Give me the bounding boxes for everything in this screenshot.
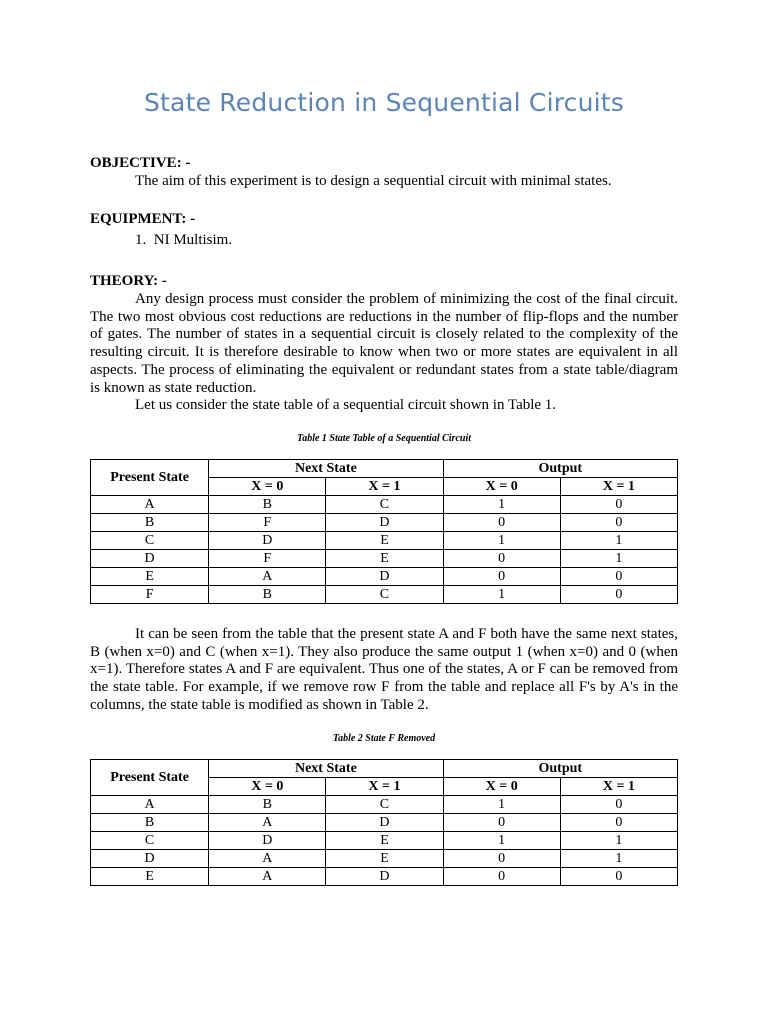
table-cell: E (326, 532, 443, 550)
table-cell: 0 (560, 868, 677, 886)
table-cell: 0 (560, 796, 677, 814)
theory-paragraph-3-text: It can be seen from the table that the present state A and F both have the same next states, B (when x=0) and C (when x=1). They also produce the same output 1 (when x=0) and 0 (when x=1). Therefore states A and F are equivalent. Thus one of the states, A or F can be removed from the state table. For example, if we remove row F from the table and replace all F's by A's in the columns, the state table is modified as shown in Table 2. (90, 626, 678, 713)
table-cell: 0 (443, 550, 560, 568)
state-table-2 (90, 759, 678, 886)
table-cell: C (326, 796, 443, 814)
table-cell: 0 (443, 850, 560, 868)
table-row (91, 550, 678, 568)
table-cell: 1 (443, 586, 560, 604)
table-cell: 0 (443, 568, 560, 586)
table-cell: A (91, 496, 209, 514)
table-cell: 1 (560, 832, 677, 850)
next-state-header: Next State (209, 460, 443, 478)
table-cell: 0 (560, 496, 677, 514)
table-row (91, 868, 678, 886)
table-cell: 1 (560, 532, 677, 550)
equipment-item: 1. NI Multisim. (135, 232, 233, 248)
subheader: X = 1 (560, 478, 677, 496)
table-cell: A (209, 868, 326, 886)
table-cell: C (91, 532, 209, 550)
table-row (91, 850, 678, 868)
table-cell: E (326, 850, 443, 868)
table-cell: 0 (560, 814, 677, 832)
table-cell: B (209, 796, 326, 814)
subheader: X = 1 (326, 478, 443, 496)
subheader: X = 1 (560, 778, 677, 796)
table-row (91, 514, 678, 532)
objective-text: The aim of this experiment is to design a sequential circuit with minimal states. (135, 173, 612, 189)
table-row (91, 568, 678, 586)
table-cell: 1 (443, 796, 560, 814)
table-cell: E (326, 832, 443, 850)
table-cell: C (326, 496, 443, 514)
table-cell: B (91, 514, 209, 532)
table-cell: A (209, 568, 326, 586)
present-state-header: Present State (91, 460, 209, 496)
table-cell: 0 (560, 514, 677, 532)
table-cell: 1 (443, 832, 560, 850)
table-cell: C (91, 832, 209, 850)
table-cell: 0 (560, 568, 677, 586)
table-cell: 1 (443, 532, 560, 550)
table-cell: 0 (443, 514, 560, 532)
theory-paragraph-1 (90, 291, 678, 397)
table-cell: A (209, 850, 326, 868)
table-cell: D (209, 832, 326, 850)
table-cell: 1 (560, 850, 677, 868)
table1-caption: Table 1 State Table of a Sequential Circuit (297, 433, 471, 444)
theory-heading: THEORY: - (90, 273, 167, 289)
subheader: X = 0 (443, 778, 560, 796)
table-cell: D (326, 568, 443, 586)
present-state-header: Present State (91, 760, 209, 796)
table-cell: 0 (560, 586, 677, 604)
table-cell: F (209, 514, 326, 532)
table-row (91, 814, 678, 832)
next-state-header: Next State (209, 760, 443, 778)
table-cell: 1 (443, 496, 560, 514)
table-cell: D (91, 550, 209, 568)
table-row (91, 586, 678, 604)
subheader: X = 0 (209, 778, 326, 796)
table-cell: C (326, 586, 443, 604)
table-cell: D (326, 514, 443, 532)
table-cell: E (91, 868, 209, 886)
table-cell: D (326, 868, 443, 886)
table-cell: 0 (443, 868, 560, 886)
state-table-1 (90, 459, 678, 604)
output-header: Output (443, 460, 677, 478)
table-row (91, 496, 678, 514)
table2-caption: Table 2 State F Removed (332, 733, 436, 744)
subheader: X = 1 (326, 778, 443, 796)
table-cell: B (209, 586, 326, 604)
table-cell: E (91, 568, 209, 586)
table-row (91, 832, 678, 850)
theory-paragraph-2-text: Let us consider the state table of a sequential circuit shown in Table 1. (135, 397, 557, 413)
equipment-heading: EQUIPMENT: - (90, 211, 196, 227)
objective-heading: OBJECTIVE: - (90, 155, 191, 171)
table-cell: D (326, 814, 443, 832)
table-cell: F (91, 586, 209, 604)
table-cell: B (209, 496, 326, 514)
table-cell: A (91, 796, 209, 814)
table-row (91, 796, 678, 814)
table-row (91, 532, 678, 550)
theory-paragraph-2 (90, 397, 678, 415)
subheader: X = 0 (443, 478, 560, 496)
table-cell: 0 (443, 814, 560, 832)
page-title: State Reduction in Sequential Circuits (143, 88, 625, 117)
table-cell: 1 (560, 550, 677, 568)
table-cell: D (209, 532, 326, 550)
table-cell: D (91, 850, 209, 868)
subheader: X = 0 (209, 478, 326, 496)
theory-paragraph-3 (90, 626, 678, 715)
table-cell: A (209, 814, 326, 832)
table-cell: B (91, 814, 209, 832)
theory-paragraph-1-text: Any design process must consider the problem of minimizing the cost of the final circuit. The two most obvious cost reductions are reductions in the number of flip-flops and the number of gates. The number of states in a sequential circuit is closely related to the complexity of the resulting circuit. It is therefore desirable to know when two or more states are equivalent in all aspects. The process of eliminating the equivalent or redundant states from a state table/diagram is known as state reduction. (90, 291, 678, 396)
output-header: Output (443, 760, 677, 778)
table-cell: E (326, 550, 443, 568)
table-cell: F (209, 550, 326, 568)
